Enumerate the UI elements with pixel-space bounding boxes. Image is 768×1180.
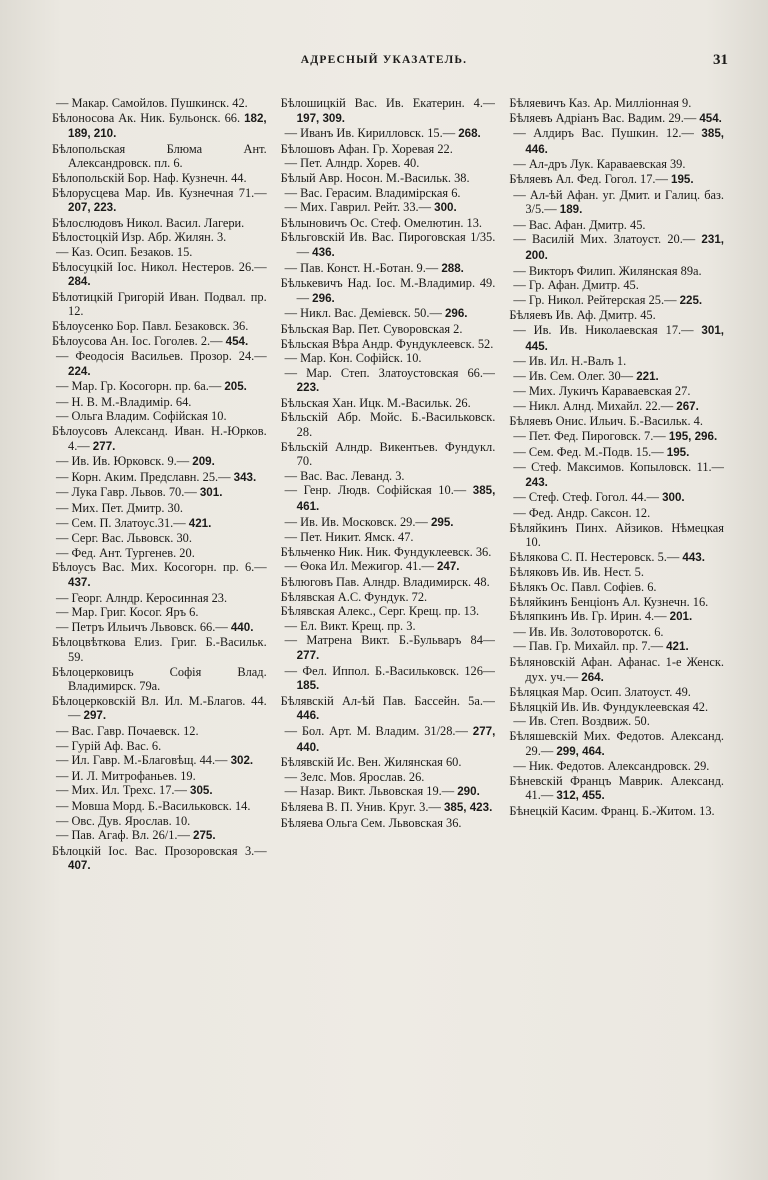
entry-text: — Сем. Фед. М.-Подв. 15.— [513,444,664,459]
directory-entry [281,396,496,411]
directory-entry [509,232,724,263]
entry-text: Бѣляшевскій Мих. Федотов. Александ. 29.— [509,728,725,758]
directory-entry [281,230,496,260]
entry-reference-numbers: 182, 189, 210. [68,111,267,141]
entry-text: — Ел. Викт. Крещ. пр. 3. [284,618,416,633]
entry-text: — Ал-дръ Лук. Караваевская 39. [513,157,686,172]
entry-text: Бѣлостоцкій Изр. Абр. Жилян. 3. [52,230,227,245]
entry-text: — Серг. Вас. Львовск. 30. [56,531,192,546]
directory-entry [281,261,496,277]
entry-text: — Н. В. М.-Владимір. 64. [56,394,192,409]
entry-text: Бѣлоцерковскій Вл. Ил. М.-Благов. 44.— [52,693,267,723]
directory-entry [509,580,724,595]
entry-text: — Пав. Агаф. Вл. 26/1.— [56,828,190,843]
entry-text: — Гр. Никол. Рейтерская 25.— [513,292,677,307]
directory-entry [509,308,724,323]
directory-entry [509,264,724,279]
entry-text: Бѣляйкинъ Пинх. Айзиков. Нѣмецкая 10. [509,520,725,550]
directory-entry [509,639,724,655]
entry-text: — Сем. П. Златоус.31.— [56,515,186,530]
entry-text: — Ив. Ив. Юрковск. 9.— [56,454,190,469]
directory-entry [52,783,267,799]
entry-text: — Ив. Степ. Воздвиж. 50. [513,714,650,729]
entry-reference-numbers: 421. [188,516,212,530]
entry-text: Бѣлоусъ Вас. Мих. Косогорн. пр. 6.— [52,560,267,575]
directory-entry [509,157,724,172]
directory-entry [509,595,724,610]
directory-entry [52,96,267,111]
column-3 [509,96,724,1156]
entry-reference-numbers: 277. [92,439,116,453]
entry-reference-numbers: 302. [230,754,254,768]
entry-text: — Генр. Людв. Софійская 10.— [284,483,467,498]
entry-text: — Вас. Афан. Дмитр. 45. [513,217,646,232]
entry-text: — Пав. Конст. Н.-Ботан. 9.— [284,260,439,275]
directory-entry [281,604,496,619]
entry-text: Бѣляйкинъ Бенціонъ Ал. Кузнечн. 16. [509,594,709,609]
directory-entry [52,349,267,379]
directory-entry [52,739,267,754]
directory-entry [52,620,267,636]
directory-entry [509,111,724,127]
directory-entry [281,186,496,201]
entry-reference-numbers: 385, 461. [296,484,496,514]
directory-entry [52,470,267,486]
entry-text: Бѣльговскій Ив. Вас. Пироговская 1/35.— [280,230,496,259]
entry-text: — Лука Гавр. Львов. 70.— [56,485,197,500]
directory-entry [52,560,267,590]
directory-entry [281,306,496,322]
directory-entry [509,506,724,521]
entry-text: Бѣляевъ Онис. Ильич. Б.-Васильк. 4. [509,414,703,429]
directory-entry [52,142,267,171]
entry-reference-numbers: 197, 309. [296,111,346,125]
entry-text: Бѣлоцкій Іос. Вас. Прозоровская 3.— [52,843,267,858]
entry-text: — Иванъ Ив. Кирилловск. 15.— [284,126,456,141]
directory-entry [509,609,724,625]
entry-text: — Мовша Морд. Б.-Васильковск. 14. [56,798,251,813]
entry-text: Бѣляевъ Адріанъ Вас. Вадим. 29.— [509,110,697,125]
entry-text: Бѣлоусенко Бор. Павл. Безаковск. 36. [52,318,249,333]
entry-reference-numbers: 224. [68,364,91,378]
entry-text: — Матрена Викт. Б.-Бульваръ 84— [284,633,496,648]
entry-text: — Каз. Осип. Безаков. 15. [56,244,193,259]
directory-entry [281,96,496,126]
entry-text: Бѣльскій Абр. Мойс. Б.-Васильковск. 28. [280,410,496,440]
entry-columns [52,96,724,1156]
entry-text: — Василій Мих. Златоуст. 20.— [513,232,696,247]
entry-reference-numbers: 275. [193,829,216,843]
entry-text: Бѣлявская Алекс., Серг. Крещ. пр. 13. [280,604,480,619]
entry-reference-numbers: 454. [699,111,722,125]
directory-entry [509,550,724,566]
entry-reference-numbers: 223. [296,381,320,395]
entry-text: Бѣлоусова Ан. Іос. Гоголев. 2.— [52,333,223,348]
directory-entry [509,323,724,354]
entry-text: — Мих. Гаврил. Рейт. 33.— [284,200,432,215]
entry-text: Бѣлосуцкій Іос. Никол. Нестеров. 26.— [52,259,267,274]
page-header [40,54,728,76]
entry-reference-numbers: 296. [312,291,335,305]
entry-reference-numbers: 231, 200. [525,233,724,262]
entry-reference-numbers: 277, 440. [296,724,496,754]
entry-text: — Мих. Пет. Дмитр. 30. [56,501,184,516]
directory-entry [52,186,267,216]
entry-reference-numbers: 195. [671,172,694,186]
column-2 [281,96,496,1156]
entry-text: — И. Л. Митрофаньев. 19. [56,768,196,783]
entry-reference-numbers: 195. [666,445,690,459]
entry-text: Бѣлопольская Блюма Ант. Александровск. пл. 6. [52,141,267,171]
directory-entry [281,351,496,366]
directory-entry [509,369,724,385]
directory-entry [281,410,496,439]
directory-entry [52,799,267,814]
entry-text: — Гурій Аф. Вас. 6. [56,738,162,753]
entry-text: Бѣлопольскій Бор. Наф. Кузнечн. 44. [52,170,247,185]
directory-entry [281,816,496,831]
entry-text: — Пет. Фед. Пироговск. 7.— [513,429,666,444]
entry-reference-numbers: 443. [682,550,705,564]
entry-text: — Петръ Ильичъ Львовск. 66.— [56,619,228,634]
entry-text: Бѣлый Авр. Носон. М.-Васильк. 38. [280,170,470,185]
entry-text: — Мар. Гр. Косогорн. пр. 6а.— [56,379,222,394]
entry-text: Бѣлоцвѣткова Елиз. Григ. Б.-Васильк. 59. [52,635,267,664]
entry-reference-numbers: 205. [224,380,247,394]
directory-entry [52,334,267,350]
entry-reference-numbers: 290. [457,785,480,799]
running-title: АДРЕСНЫЙ УКАЗАТЕЛЬ. [300,54,468,66]
directory-entry [52,635,267,664]
entry-text: Бѣлякъ Ос. Павл. Софіев. 6. [509,580,657,594]
directory-entry [281,755,496,770]
entry-text: Бѣляевъ Ал. Фед. Гогол. 17.— [509,171,668,186]
entry-text: Бѣлякова С. П. Нестеровск. 5.— [509,549,680,564]
entry-text: — Мар. Григ. Косог. Яръ 6. [56,605,199,620]
directory-entry [52,290,267,319]
entry-reference-numbers: 312, 455. [556,789,605,803]
directory-entry [52,171,267,186]
entry-reference-numbers: 437. [68,576,91,589]
directory-entry [281,545,496,560]
directory-entry [52,531,267,546]
directory-entry [281,515,496,531]
directory-entry [509,384,724,399]
directory-entry [509,759,724,774]
directory-entry [52,454,267,470]
entry-text: — Макар. Самойлов. Пушкинск. 42. [56,96,248,110]
entry-text: — Пет. Никит. Ямск. 47. [284,530,414,545]
entry-reference-numbers: 300. [434,201,457,215]
directory-entry [52,828,267,844]
entry-text: Бѣляпкинъ Ив. Гр. Ирин. 4.— [509,609,667,624]
entry-text: Бѣлошицкій Вас. Ив. Екатерин. 4.— [280,96,496,110]
directory-entry [509,804,724,819]
directory-entry [52,395,267,410]
entry-text: — Мар. Кон. Софійск. 10. [284,351,422,366]
directory-entry [281,322,496,337]
entry-reference-numbers: 421. [666,640,689,654]
directory-entry [281,664,496,694]
directory-entry [52,230,267,245]
entry-reference-numbers: 247. [436,560,460,574]
entry-reference-numbers: 201. [669,610,693,624]
entry-text: — Фед. Андр. Саксон. 12. [513,506,651,521]
directory-entry [281,575,496,590]
directory-entry [281,590,496,605]
entry-reference-numbers: 295. [430,515,454,529]
entry-text: — Мар. Степ. Златоустовская 66.— [284,365,496,380]
directory-entry [52,724,267,739]
entry-text: Бѣлотицкій Григорій Иван. Подвал. пр. 12. [52,289,267,319]
entry-text: — Ал-ѣй Афан. уг. Дмит. и Галиц. баз. 3/5.— [513,187,725,217]
directory-entry [509,293,724,309]
entry-reference-numbers: 288. [441,261,464,275]
directory-entry [281,142,496,157]
directory-entry [52,245,267,260]
entry-reference-numbers: 284. [68,275,91,289]
entry-reference-numbers: 436. [312,245,335,259]
directory-entry [281,619,496,634]
directory-entry [281,483,496,514]
directory-entry [281,126,496,142]
entry-text: — Ив. Ив. Золотоворотск. 6. [513,624,664,639]
entry-text: — Ив. Ил. Н.-Валъ 1. [513,354,627,369]
directory-entry [509,490,724,506]
directory-entry [281,276,496,306]
entry-text: Бѣлькевичъ Над. Іос. М.-Владимир. 49.— [280,276,496,305]
entry-reference-numbers: 268. [458,127,481,141]
entry-text: — Пав. Гр. Михайл. пр. 7.— [513,639,663,654]
page-number: 31 [713,52,728,68]
entry-text: — Стеф. Стеф. Гогол. 44.— [513,490,659,505]
entry-text: — Феодосія Васильев. Прозор. 24.— [56,349,267,364]
directory-entry [281,724,496,755]
entry-reference-numbers: 195, 296. [668,430,718,444]
entry-text: — Викторъ Филип. Жилянская 89а. [513,263,702,278]
directory-entry [52,605,267,620]
entry-text: Бѣлослюдовъ Никол. Васил. Лагери. [52,215,245,230]
entry-reference-numbers: 301, 445. [525,323,724,353]
directory-entry [52,516,267,532]
directory-entry [509,565,724,580]
directory-entry [281,784,496,800]
column-1 [52,96,267,1156]
entry-text: Бѣляцкая Мар. Осип. Златоуст. 49. [509,685,691,700]
directory-entry [281,171,496,186]
directory-entry [281,770,496,785]
directory-entry [509,625,724,640]
entry-text: Бѣльская Вар. Пет. Суворовская 2. [280,321,463,336]
directory-entry [509,218,724,233]
directory-entry [52,546,267,561]
entry-reference-numbers: 300. [662,491,685,505]
directory-entry [281,633,496,663]
directory-entry [52,501,267,516]
entry-reference-numbers: 407. [68,859,91,873]
entry-text: Бѣлыновичъ Ос. Стеф. Омелютин. 13. [280,215,483,230]
entry-text: Бѣльченко Ник. Ник. Фундуклеевск. 36. [280,544,492,559]
entry-text: Бѣлоносова Ак. Ник. Бульонск. 66. [52,110,241,125]
directory-entry [52,769,267,784]
directory-entry [52,424,267,454]
directory-entry [509,429,724,445]
directory-entry [281,366,496,396]
entry-text: Бѣнецкій Касим. Франц. Б.-Житом. 13. [509,803,715,818]
entry-text: — Алдиръ Вас. Пушкин. 12.— [513,126,694,141]
directory-entry [52,694,267,724]
entry-reference-numbers: 264. [581,670,604,684]
directory-entry [509,521,724,550]
directory-entry [509,729,724,759]
entry-text: — Вас. Герасим. Владимірская 6. [284,185,461,200]
entry-text: — Георг. Алндр. Керосинная 23. [56,590,228,605]
entry-text: — Пет. Алндр. Хорев. 40. [284,156,420,171]
directory-entry [52,260,267,290]
entry-reference-numbers: 207, 223. [68,201,117,215]
entry-text: Бѣльская Вѣра Андр. Фундуклеевск. 52. [280,336,494,351]
entry-text: Бѣневскій Францъ Маврик. Александ. 41.— [509,773,725,803]
directory-entry [509,188,724,218]
entry-text: — Ѳока Ил. Межигор. 41.— [284,559,434,574]
entry-text: — Ив. Сем. Олег. 30— [513,368,634,383]
directory-entry [52,319,267,334]
entry-text: Бѣлорусцева Мар. Ив. Кузнечная 71.— [52,185,267,200]
entry-text: Бѣляева Ольга Сем. Львовская 36. [280,815,462,830]
entry-text: — Ив. Ив. Московск. 29.— [284,514,428,529]
directory-entry [52,111,267,142]
entry-reference-numbers: 185. [296,679,320,693]
directory-entry [52,844,267,874]
entry-reference-numbers: 277. [296,648,320,662]
directory-entry [281,156,496,171]
directory-entry [509,460,724,490]
entry-reference-numbers: 299, 464. [556,744,605,758]
directory-entry [52,485,267,501]
entry-text: Бѣльскій Алндр. Викентьев. Фундукл. 70. [280,439,496,469]
directory-entry [509,445,724,461]
entry-text: Бѣлюговъ Пав. Алндр. Владимирск. 48. [280,575,490,589]
directory-entry [281,337,496,352]
entry-text: — Стеф. Максимов. Копыловск. 11.— [513,460,725,475]
directory-entry [509,399,724,415]
directory-entry [281,800,496,816]
directory-entry [509,414,724,429]
entry-reference-numbers: 305. [190,784,213,798]
entry-reference-numbers: 225. [679,293,703,307]
entry-text: — Фел. Иппол. Б.-Васильковск. 126— [284,663,496,678]
entry-text: — Бол. Арт. М. Владим. 31/28.— [284,723,468,738]
directory-entry [52,216,267,231]
directory-entry [509,700,724,715]
directory-entry [52,665,267,694]
directory-entry [509,774,724,804]
directory-entry [509,714,724,729]
entry-text: — Назар. Викт. Львовская 19.— [284,784,455,799]
entry-reference-numbers: 385, 423. [443,800,493,814]
entry-reference-numbers: 209. [192,455,215,469]
entry-text: — Гр. Афан. Дмитр. 45. [513,278,639,293]
entry-reference-numbers: 385, 446. [525,127,724,156]
entry-text: Бѣляновскій Афан. Афанас. 1-е Женск. дух. уч.— [509,654,725,684]
entry-text: — Ив. Ив. Николаевская 17.— [513,322,694,337]
directory-entry [281,440,496,469]
directory-entry [509,655,724,685]
entry-text: Бѣлявская А.С. Фундук. 72. [280,589,428,604]
directory-entry [52,814,267,829]
directory-entry [281,200,496,216]
entry-reference-numbers: 454. [225,334,249,348]
entry-reference-numbers: 440. [230,620,254,634]
entry-text: Бѣляевъ Ив. Аф. Дмитр. 45. [509,308,656,323]
entry-text: — Никл. Вас. Деміевск. 50.— [284,306,442,321]
entry-text: — Зелс. Мов. Ярослав. 26. [284,769,425,784]
entry-text: Бѣлоцерковицъ Софія Влад. Владимирск. 79а. [52,664,267,694]
directory-entry [509,278,724,293]
entry-reference-numbers: 267. [676,399,699,413]
directory-entry [281,694,496,724]
entry-text: Бѣлявскій Ал-ѣй Пав. Бассейн. 5а.— [280,693,496,708]
entry-reference-numbers: 296. [444,307,468,321]
entry-text: Бѣляковъ Ив. Ив. Нест. 5. [509,565,644,580]
directory-entry [52,591,267,606]
entry-reference-numbers: 446. [296,709,320,723]
directory-entry [281,559,496,575]
entry-reference-numbers: 297. [83,709,107,723]
directory-entry [52,409,267,424]
entry-reference-numbers: 221. [636,369,659,383]
entry-text: Бѣлявскій Ис. Вен. Жилянская 60. [280,755,462,770]
entry-text: — Ник. Федотов. Александровск. 29. [513,759,710,774]
entry-text: — Мих. Лукичъ Караваевская 27. [513,384,691,399]
entry-reference-numbers: 189. [559,203,583,217]
entry-text: Бѣльская Хан. Ицк. М.-Васильк. 26. [280,395,471,410]
entry-text: — Мих. Ил. Трехс. 17.— [56,783,187,798]
entry-text: — Никл. Алнд. Михайл. 22.— [513,398,674,413]
directory-entry [52,753,267,769]
entry-text: — Ольга Владим. Софійская 10. [56,409,227,424]
directory-entry [281,216,496,231]
entry-text: — Корн. Аким. Предславн. 25.— [56,469,231,484]
directory-entry [281,530,496,545]
entry-text: Бѣляева В. П. Унив. Круг. 3.— [280,799,441,814]
directory-entry [509,685,724,700]
directory-entry [509,354,724,369]
entry-text: — Овс. Дув. Ярослав. 10. [56,813,191,828]
directory-entry [281,469,496,484]
entry-text: — Ил. Гавр. М.-Благовѣщ. 44.— [56,753,228,768]
directory-entry [509,96,724,111]
directory-entry [509,126,724,157]
entry-text: — Вас. Вас. Леванд. 3. [284,468,405,483]
entry-text: — Фед. Ант. Тургенев. 20. [56,545,195,560]
entry-text: Бѣляевичъ Каз. Ар. Милліонная 9. [509,96,692,110]
entry-reference-numbers: 301. [199,486,223,500]
directory-entry [52,379,267,395]
entry-text: Бѣляцкій Ив. Ив. Фундуклеевская 42. [509,699,709,714]
entry-reference-numbers: 343. [233,470,257,484]
entry-text: Бѣлоусовъ Александ. Иван. Н.-Юрков. 4.— [52,424,267,453]
entry-text: — Вас. Гавр. Почаевск. 12. [56,723,199,738]
entry-text: Бѣлошовъ Афан. Гр. Хоревая 22. [280,141,453,156]
directory-entry [509,172,724,188]
entry-reference-numbers: 243. [525,475,548,489]
